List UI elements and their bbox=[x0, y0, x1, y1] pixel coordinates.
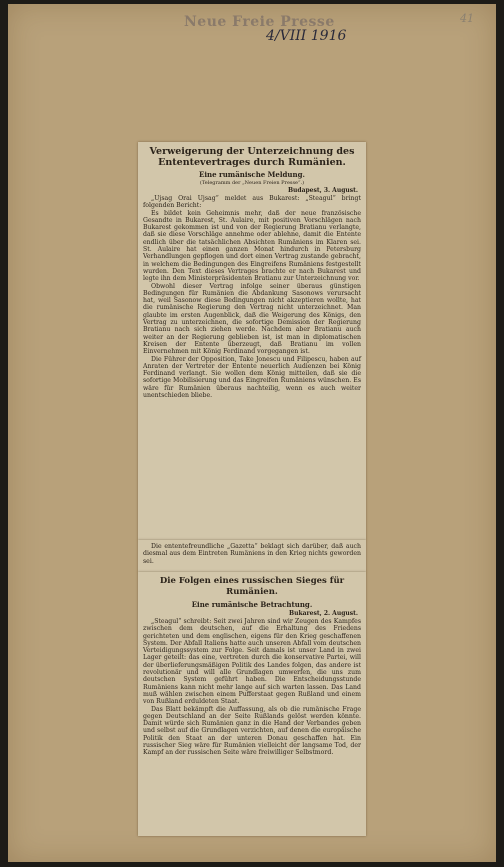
handwritten-date: 4/VIII 1916 bbox=[266, 28, 347, 44]
article-1-subhead: Eine rumänische Meldung. bbox=[199, 170, 305, 179]
article-1-body bbox=[143, 195, 361, 399]
clipping-article-2 bbox=[138, 540, 366, 572]
article-3-paragraph: Das Blatt bekämpft die Auffassung, als ob die rumänische Frage gegen Deutschland an der Seite Rußlands gelöst werden könnte. Damit würde sich Rumänien ganz in die Hand der Verbandes geben und selbst auf die Grundlagen verzichten, auf denen die europäische Politik den Staat an der unteren Donau geschaffen hat. Ein russischer Sieg wäre für Rumänien vielleicht der langsame Tod, der Kampf an der russischen Seite wäre freiwilliger Selbstmord. bbox=[143, 705, 361, 757]
article-1-dateline: Budapest, 3. August. bbox=[287, 187, 358, 194]
article-1-paragraph: „Ujsag Orai Ujsag“ meldet aus Bukarest: „Steagul“ bringt folgenden Bericht: bbox=[143, 195, 361, 210]
article-3-subhead: Eine rumänische Betrachtung. bbox=[191, 600, 313, 609]
clipping-article-3 bbox=[138, 572, 366, 836]
newspaper-stamp: Neue Freie Presse bbox=[184, 14, 335, 30]
article-2-paragraph: Die ententefreundliche „Gazetta“ beklagt sich darüber, daß auch diesmal aus dem Eintreten Rumäniens in den Krieg nichts geworden sei. bbox=[143, 543, 361, 565]
article-1-headline: Verweigerung der Unterzeichnung des Ententevertrages durch Rumänien. bbox=[149, 146, 355, 168]
article-1-paragraph: Obwohl dieser Vertrag infolge seiner überaus günstigen Bedingungen für Rumänien die Abdankung Sasonows verursacht hat, weil Sasonow diese Bedingungen nicht akzeptieren wollte, hat die rumänische Regierung den Vertrag nicht unterzeichnet. Man glaubte im ersten Augenblick, daß die Weigerung des Königs, den Vertrag zu unterzeichnen, die sofortige Demission der Regierung Bratianu nach sich ziehen werde. Nachdem aber Bratianu auch weiter an der Regierung geblieben ist, ist man in diplomatischen Kreisen der Entente überzeugt, daß Bratianu im vollen Einvernehmen mit König Ferdinand vorgegangen ist. bbox=[143, 282, 361, 356]
corner-mark: 41 bbox=[460, 12, 474, 25]
article-3-dateline: Bukarest, 2. August. bbox=[289, 610, 358, 617]
article-3-body bbox=[143, 618, 361, 757]
clipping-article-1 bbox=[138, 142, 366, 540]
article-3-paragraph: „Steagul“ schreibt: Seit zwei Jahren sind wir Zeugen des Kampfes zwischen dem deutschen, auf die Erhaltung des Friedens gerichteten und dem englischen, eigens für den Krieg geschaffenen System. Der Abfall Italiens hatte auch unseren Abfall vom deutschen Verteidigungssystem zur Folge. Seit damals ist unser Land in zwei Lager geteilt: das eine, vertreten durch die konservative Partei, will der überlieferungsmäßigen Politik des Landes folgen, das andere ist revolutionär und will alle Grundlagen umwerfen, die uns zum deutschen System geführt haben. Die Entscheidungsstunde Rumäniens kann nicht mehr lange auf sich warten lassen. Das Land muß wählen zwischen einem Pufferstaat gegen Rußland und einem von Rußland erduldeten Staat. bbox=[143, 618, 361, 706]
article-1-paragraph: Es bildet kein Geheimnis mehr, daß der neue französische Gesandte in Bukarest, St. Aulaire, mit positiven Vorschlägen nach Bukarest gekommen ist und von der Regierung Bratianu verlangte, daß sie diese Vorschläge annehme oder ablehne, damit die Entente endlich über die tatsächlichen Absichten Rumäniens im Klaren sei. St. Aulaire hat einen ganzen Monat hindurch in Petersburg Verhandlungen gepflogen und dort einen Vertrag zustande gebracht, in welchem die Bedingungen des Eingreifens Rumäniens festgestellt wurden. Den Text dieses Vertrages brachte er nach Bukarest und legte ihn dem Ministerpräsidenten Bratianu zur Unterzeichnung vor. bbox=[143, 209, 361, 283]
article-1-paragraph: Die Führer der Opposition, Take Jonescu und Filipescu, haben auf Anraten der Vertreter der Entente neuerlich Audienzen bei König Ferdinand verlangt. Sie wollen dem König mitteilen, daß sie die sofortige Mobilisierung und das Eingreifen Rumäniens wünschen. Es wäre für Rumänien überaus nachteilig, wenn es auch weiter unentschieden bliebe. bbox=[143, 355, 361, 400]
article-3-headline: Die Folgen eines russischen Sieges für Rumänien. bbox=[159, 576, 345, 597]
article-1-caption: (Telegramm der „Neuen Freien Presse“.) bbox=[199, 180, 305, 186]
article-2-body bbox=[143, 543, 361, 565]
